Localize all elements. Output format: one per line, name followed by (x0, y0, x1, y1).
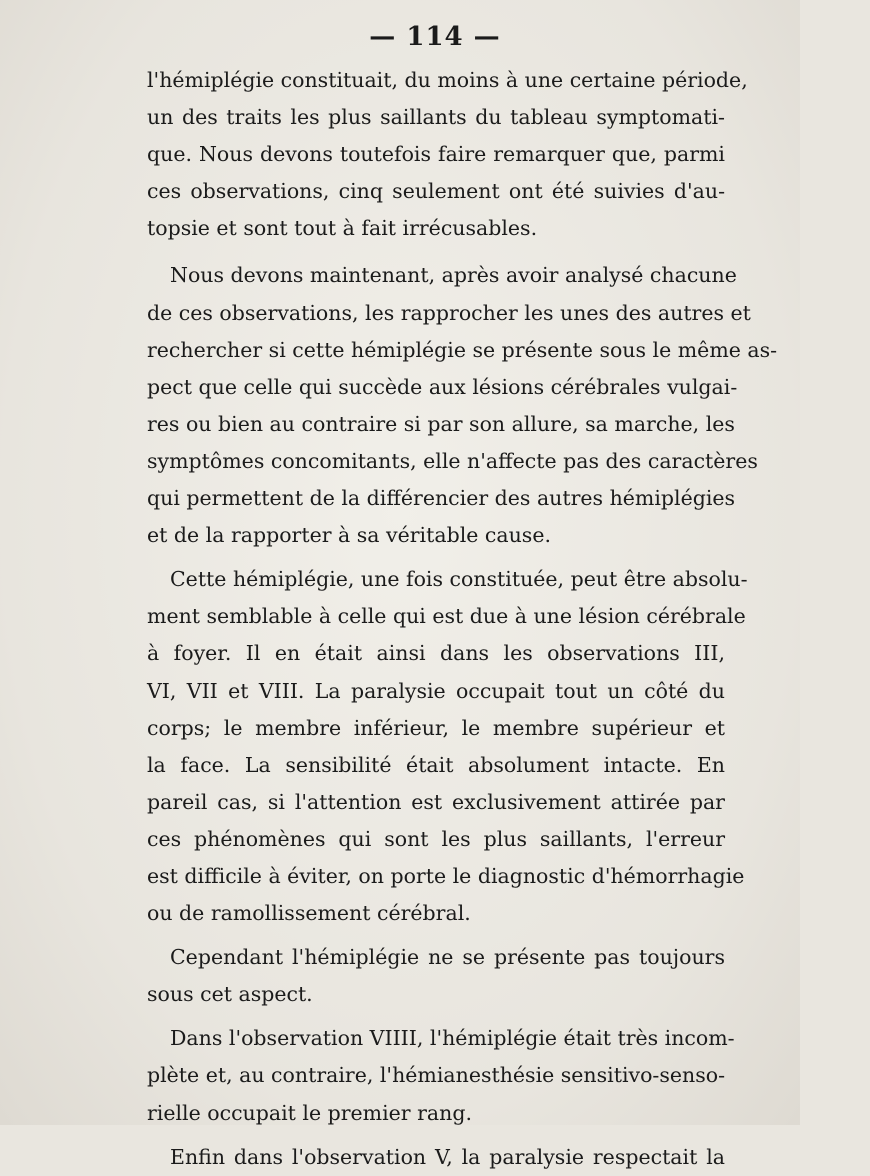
text-line: Nous devons maintenant, après avoir analysé chacune (170, 263, 737, 288)
text-line: Cependant l'hémiplégie ne se présente pas toujours (170, 945, 725, 970)
text-line: VI, VII et VIII. La paralysie occupait tout un côté du (147, 678, 725, 703)
text-line: Cette hémiplégie, une fois constituée, peut être absolu- (170, 567, 748, 592)
text-line: rechercher si cette hémiplégie se présente sous le même as- (147, 337, 778, 362)
text-line: de ces observations, les rapprocher les unes des autres et (147, 300, 751, 325)
text-line: l'hémiplégie constituait, du moins à une certaine période, (147, 68, 748, 92)
text-line: la face. La sensibilité était absolument intacte. En (147, 752, 725, 777)
text-line: pareil cas, si l'attention est exclusivement attirée par (147, 789, 725, 814)
text-line: ou de ramollissement cérébral. (147, 901, 471, 926)
text-line: plète et, au contraire, l'hémianesthésie sensitivo-senso- (147, 1063, 725, 1088)
text-line: corps; le membre inférieur, le membre supérieur et (147, 715, 725, 740)
text-line: Enfin dans l'observation V, la paralysie respectait la (170, 1144, 725, 1169)
text-line: symptômes concomitants, elle n'affecte pas des caractères (147, 448, 758, 473)
text-line: ces phénomènes qui sont les plus saillants, l'erreur (147, 826, 725, 851)
text-line: res ou bien au contraire si par son allure, sa marche, les (147, 411, 735, 436)
paragraph-6 (147, 1139, 725, 1176)
text-line: ment semblable à celle qui est due à une lésion cérébrale (147, 604, 746, 629)
paragraph-4 (147, 939, 725, 1013)
paragraph-3 (147, 561, 748, 932)
text-line: un des traits les plus saillants du tableau symptomati- (147, 105, 725, 130)
paragraph-5 (147, 1020, 735, 1131)
text-line: et de la rapporter à sa véritable cause. (147, 523, 551, 548)
page-number: — 114 — (369, 22, 501, 52)
text-line: topsie et sont tout à fait irrécusables. (147, 216, 538, 241)
text-line: est difficile à éviter, on porte le diagnostic d'hémorrhagie (147, 863, 745, 888)
paragraph-2 (147, 257, 778, 554)
paragraph-1 (147, 62, 748, 247)
text-line: pect que celle qui succède aux lésions cérébrales vulgai- (147, 374, 738, 399)
text-line: qui permettent de la différencier des autres hémiplégies (147, 486, 736, 511)
body-text (147, 62, 778, 1176)
text-line: Dans l'observation VIIII, l'hémiplégie était très incom- (170, 1026, 735, 1051)
text-line: à foyer. Il en était ainsi dans les observations III, (147, 641, 725, 666)
text-line: sous cet aspect. (147, 982, 313, 1007)
text-line: que. Nous devons toutefois faire remarquer que, parmi (147, 142, 725, 167)
text-line: ces observations, cinq seulement ont été suivies d'au- (147, 179, 725, 204)
text-line: rielle occupait le premier rang. (147, 1100, 472, 1125)
